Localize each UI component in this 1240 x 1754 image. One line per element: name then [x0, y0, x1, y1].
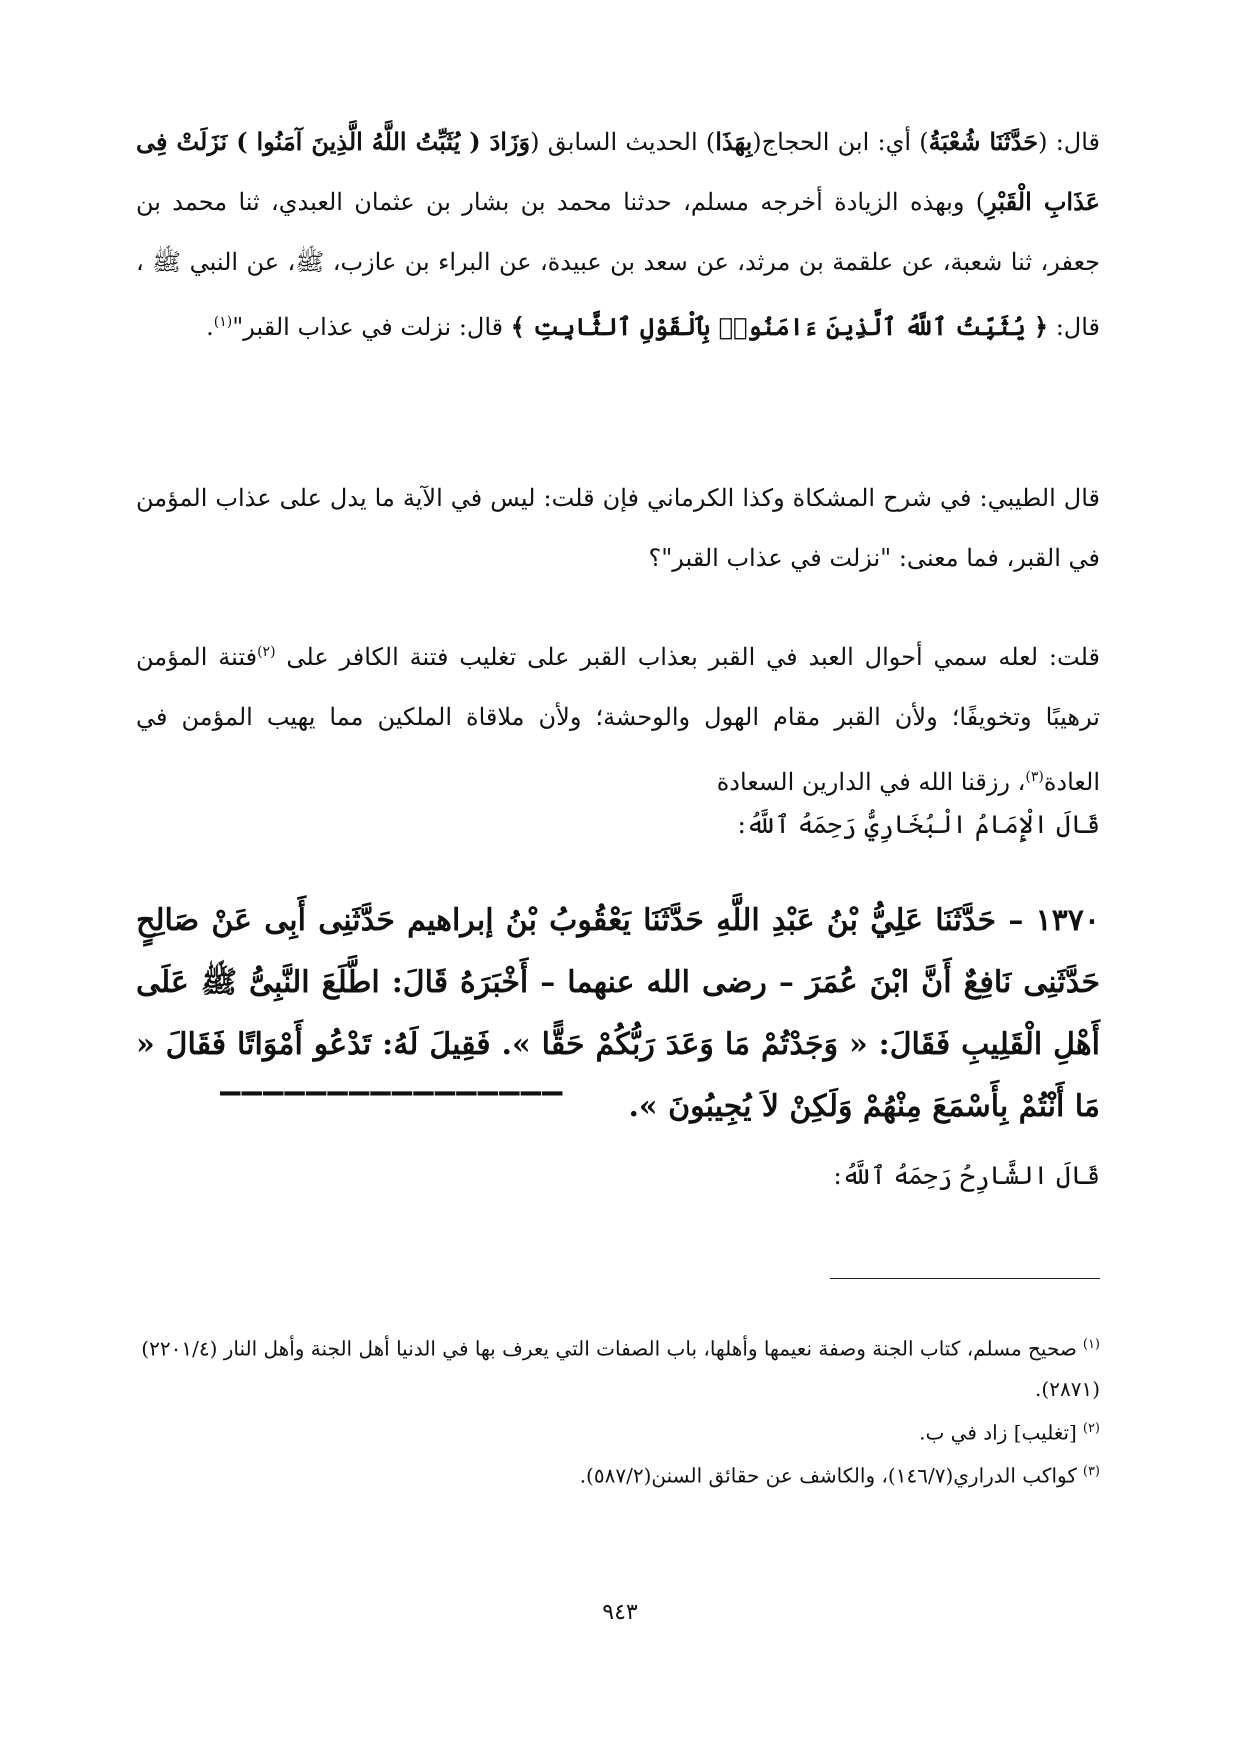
footnote-text: [تغليب] زاد في ب. — [919, 1420, 1077, 1445]
hadith-1370: ١٣٧٠ – حَدَّثَنَا عَلِيُّ بْنُ عَبْدِ اللَّهِ حَدَّثَنَا يَعْقُوبُ بْنُ إبراهيم حَدَّثَنِى أَبِى عَنْ صَالِحٍ حَدَّثَنِى نَافِعٌ أَنَّ ابْنَ عُمَرَ – رضى الله عنهما – أَخْبَرَهُ قَالَ: اطَّلَعَ النَّبِىُّ ﷺ عَلَى أَهْلِ الْقَلِيبِ فَقَالَ: « وَجَدْتُمْ مَا وَعَدَ رَبُّكُمْ حَقًّا ». فَقِيلَ لَهُ: تَدْعُو أَمْوَاتًا فَقَالَ « مَا أَنْتُمْ بِأَسْمَعَ مِنْهُمْ وَلَكِنْ لاَ يُجِيبُونَ ». — [136, 903, 1100, 1124]
bihadha-bold: بِهَذَا — [715, 127, 753, 156]
page-number: ٩٤٣ — [602, 1600, 638, 1625]
paragraph-shubah-narration: قال: (حَدَّثَنَا شُعْبَةُ) أي: ابن الحجاج(بِهَذَا) الحديث السابق (وَزَادَ ( يُثَبِّتُ اللَّهُ الَّذِينَ آمَنُوا ) نَزَلَتْ فِى عَذَابِ الْقَبْرِ) وبهذه الزيادة أخرجه مسلم، حدثنا محمد بن بشار بن عثمان العبدي، ثنا محمد بن جعفر، ثنا شعبة، عن علقمة بن مرثد، عن سعد بن عبيدة، عن البراء بن عازب، ﷺ، عن النبي ﷺ ، قال: ﴿ يُثَبِّتُ ٱللَّهُ ٱلَّذِينَ ءَامَنُوا۟ بِٱلْقَوْلِ ٱلثَّابِتِ ﴾ قال: نزلت في عذاب القبر"$^{(١)}$. — [136, 127, 1101, 341]
footnote-ref-2[interactable]: (٢) — [257, 644, 276, 660]
narrator-bold: حَدَّثَنَا شُعْبَةُ — [928, 127, 1039, 156]
paragraph-answer: قلت: لعله سمي أحوال العبد في القبر بعذاب القبر على تغليب فتنة الكافر على $^{(٢)}$فتنة المؤمن ترهيبًا وتخويفًا؛ ولأن القبر مقام الهول والوحشة؛ ولأن ملاقاة الملكين مما يهيب المؤمن في العادة$^{(٣)}$، رزقنا الله في الدارين السعادة — [136, 643, 1100, 796]
footnote-item — [136, 1409, 1100, 1453]
sharih-heading: قَالَ الشَّارِحُ رَحِمَهُ ٱللَّهُ: — [833, 1161, 1100, 1190]
footnote-ref-1[interactable]: (١) — [213, 314, 233, 330]
footnote-rule — [830, 1278, 1100, 1279]
footnote-item — [136, 1452, 1100, 1496]
footnote-ref-3[interactable]: (٣) — [1025, 769, 1044, 785]
addition-bold: وَزَادَ ( يُثَبِّتُ اللَّهُ الَّذِينَ آمَنُوا ) نَزَلَتْ فِى عَذَابِ الْقَبْرِ — [136, 127, 1101, 216]
section-divider: ———————————————— — [220, 1072, 564, 1112]
imam-bukhari-heading: قَالَ الْإِمَامُ الْبُخَارِيُّ رَحِمَهُ ٱللَّهُ: — [737, 810, 1100, 839]
footnotes-list — [136, 1325, 1100, 1496]
footnote-text: صحيح مسلم، كتاب الجنة وصفة نعيمها وأهلها، باب الصفات التي يعرف بها في الدنيا أهل الجنة وأهل النار (٢٢٠١/٤)(٢٨٧١). — [141, 1336, 1100, 1401]
footnote-text: كواكب الدراري(١٤٦/٧)، والكاشف عن حقائق السنن(٥٨٧/٢). — [579, 1463, 1077, 1488]
footnote-number: (٣) — [1082, 1464, 1100, 1480]
footnote-number: (١) — [1082, 1337, 1100, 1352]
footnote-item — [136, 1325, 1100, 1409]
paragraph-tibi: قال الطيبي: في شرح المشكاة وكذا الكرماني فإن قلت: ليس في الآية ما يدل على عذاب المؤمن في القبر، فما معنى: "نزلت في عذاب القبر"؟ — [136, 484, 1100, 572]
quran-verse: ﴿ يُثَبِّتُ ٱللَّهُ ٱلَّذِينَ ءَامَنُوا۟ بِٱلْقَوْلِ ٱلثَّابِتِ ﴾ — [510, 312, 1049, 341]
footnote-number: (٢) — [1082, 1420, 1100, 1436]
